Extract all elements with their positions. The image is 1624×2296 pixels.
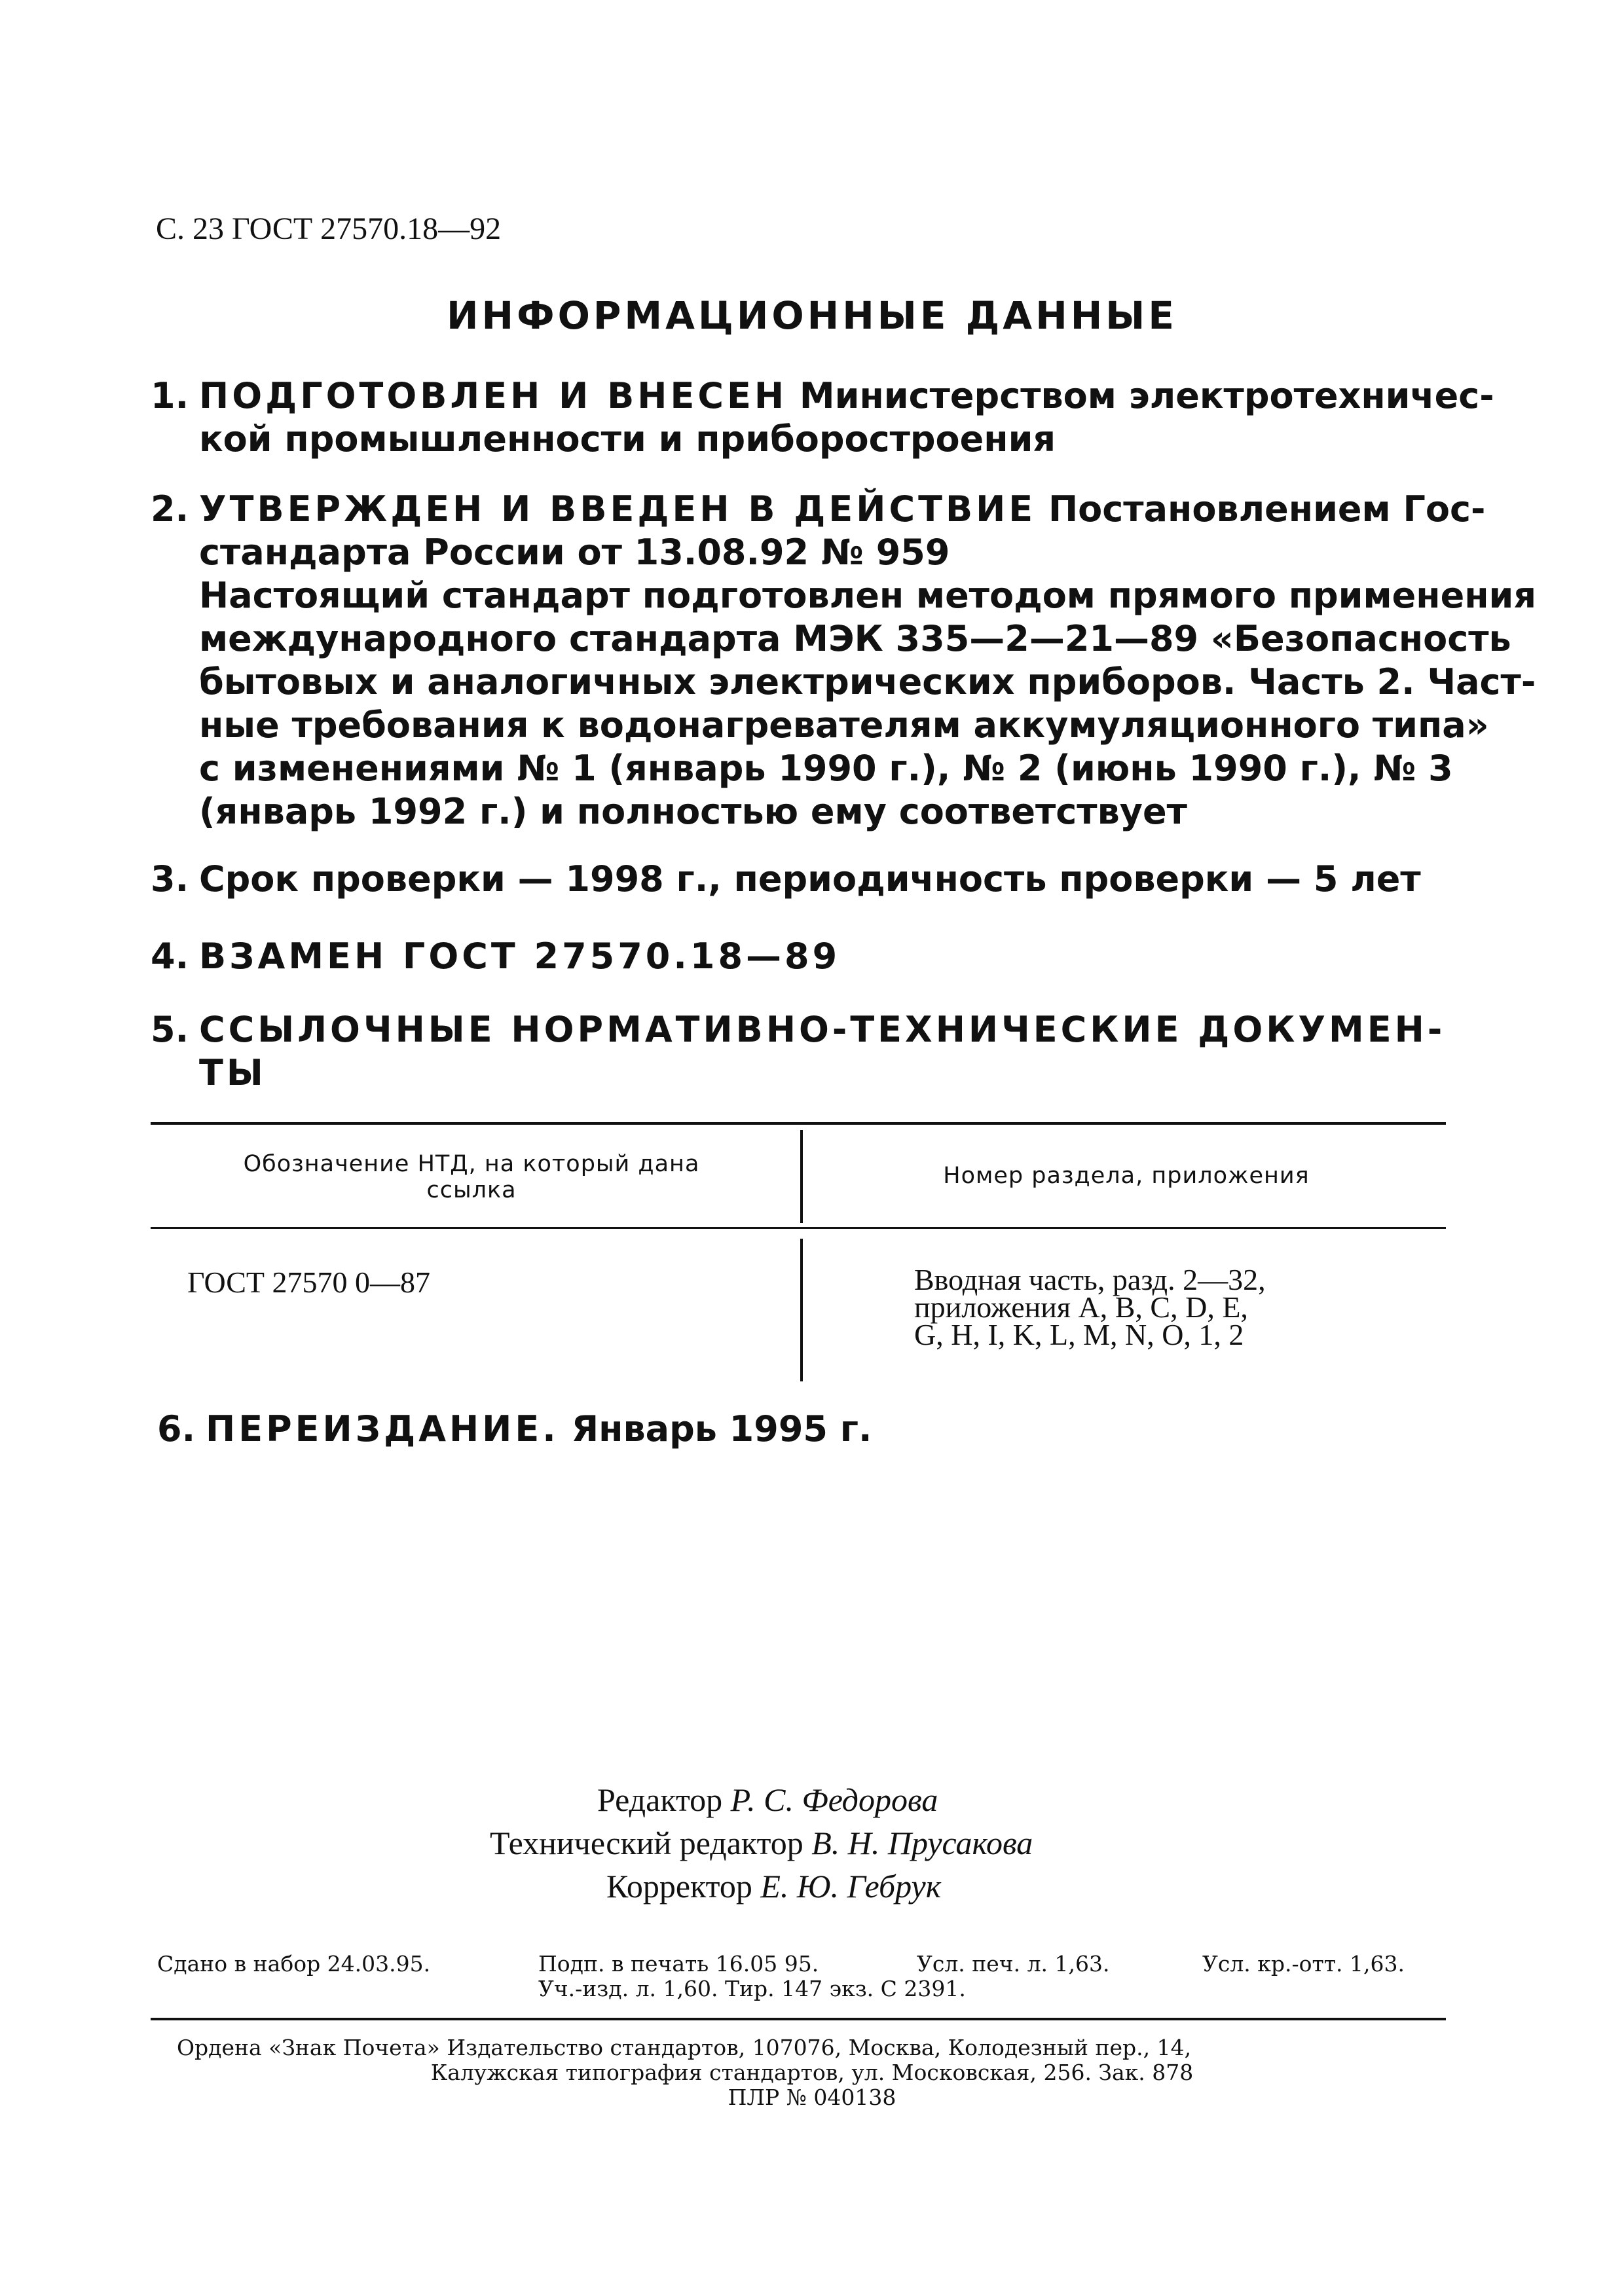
table-cell-ntd: ГОСТ 27570 0—87: [187, 1266, 431, 1299]
item-text-line: стандарта России от 13.08.92 № 959: [199, 532, 950, 573]
item-number: 3.: [151, 858, 189, 900]
item-text-line: (январь 1992 г.) и полностью ему соответствует: [199, 791, 1187, 832]
table-header-ntd: Обозначение НТД, на который дана ссылка: [243, 1151, 700, 1203]
imprint-signed: Подп. в печать 16.05 95.: [538, 1951, 819, 1977]
credit-editor: [597, 1781, 938, 1819]
item-heading: УТВЕРЖДЕН И ВВЕДЕН В ДЕЙСТВИЕ: [199, 488, 1037, 530]
item-text-line: с изменениями № 1 (январь 1990 г.), № 2 (июнь 1990 г.), № 3: [199, 748, 1453, 789]
item-number: 1.: [151, 375, 189, 416]
table-body-divider: [800, 1239, 803, 1381]
item-text: Срок проверки — 1998 г., периодичность проверки — 5 лет: [199, 858, 1421, 900]
imprint-publisher-sheets: Уч.-изд. л. 1,60. Тир. 147 экз. С 2391.: [538, 1976, 966, 2001]
item-text-line: международного стандарта МЭК 335—2—21—89 «Безопасность: [199, 618, 1511, 659]
item-heading: ССЫЛОЧНЫЕ НОРМАТИВНО-ТЕХНИЧЕСКИЕ ДОКУМЕН-: [199, 1009, 1446, 1050]
credit-role: Редактор: [597, 1781, 723, 1818]
credit-role: Технический редактор: [490, 1825, 803, 1861]
table-cell-line: Вводная часть, разд. 2—32,: [914, 1263, 1266, 1296]
item-text-line: кой промышленности и приборостроения: [199, 418, 1056, 460]
item-number: 5.: [151, 1009, 189, 1050]
credit-tech-editor: [490, 1824, 1033, 1862]
item-text-line: Настоящий стандарт подготовлен методом прямого применения: [199, 575, 1537, 616]
item-number: 2.: [151, 488, 189, 530]
table-cell-line: G, H, I, K, L, M, N, O, 1, 2: [914, 1318, 1244, 1351]
item-text-line: бытовых и аналогичных электрических приборов. Часть 2. Част-: [199, 661, 1536, 702]
item-heading: ТЫ: [199, 1052, 267, 1093]
item-heading: ВЗАМЕН ГОСТ 27570.18—89: [199, 936, 841, 977]
imprint-color-prints: Усл. кр.-отт. 1,63.: [1202, 1951, 1405, 1977]
imprint-print-sheets: Усл. печ. л. 1,63.: [917, 1951, 1110, 1977]
item-text-line: ные требования к водонагревателям аккумуляционного типа»: [199, 704, 1489, 746]
item-heading: ПЕРЕИЗДАНИЕ.: [206, 1408, 559, 1449]
credit-name: Р. С. Федорова: [730, 1781, 938, 1818]
item-text: Январь 1995 г.: [559, 1408, 872, 1449]
item-number: 6.: [157, 1408, 196, 1449]
credit-name: Е. Ю. Гебрук: [760, 1868, 942, 1904]
imprint-printer: Калужская типография стандартов, ул. Московская, 256. Зак. 878: [430, 2060, 1194, 2085]
item-text: Министерством электротехничес-: [787, 375, 1494, 416]
item-heading: ПОДГОТОВЛЕН И ВНЕСЕН: [199, 375, 788, 416]
imprint-rule: [151, 2018, 1446, 2020]
table-cell-line: приложения A, B, C, D, E,: [914, 1290, 1248, 1324]
page-header: С. 23 ГОСТ 27570.18—92: [156, 211, 502, 246]
item-number: 4.: [151, 936, 189, 977]
document-title: ИНФОРМАЦИОННЫЕ ДАННЫЕ: [446, 293, 1177, 338]
credit-name: В. Н. Прусакова: [811, 1825, 1033, 1861]
item-text: Постановлением Гос-: [1036, 488, 1486, 530]
table-header-divider: [800, 1130, 803, 1223]
credit-role: Корректор: [606, 1868, 752, 1904]
credit-corrector: [606, 1867, 941, 1905]
imprint-license: ПЛР № 040138: [728, 2085, 896, 2110]
table-header-rule: [151, 1227, 1446, 1229]
table-cell-section: [914, 1263, 1266, 1351]
imprint-publisher: Ордена «Знак Почета» Издательство стандартов, 107076, Москва, Колодезный пер., 14,: [177, 2035, 1192, 2060]
table-top-rule: [151, 1122, 1446, 1125]
table-header-section: Номер раздела, приложения: [943, 1163, 1310, 1189]
imprint-submitted: Сдано в набор 24.03.95.: [157, 1951, 431, 1977]
